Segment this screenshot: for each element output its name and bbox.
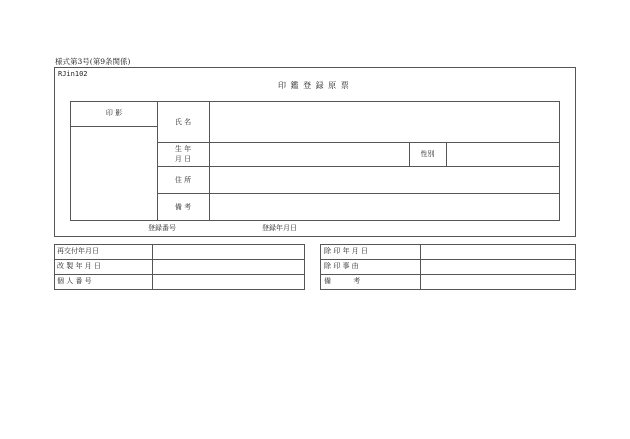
form-style-label: 様式第3号(第9条関係)	[55, 57, 131, 66]
seal-impression-label: 印 影	[105, 109, 123, 117]
personal-number-label: 個 人 番 号	[57, 277, 92, 285]
revision-date-field[interactable]	[153, 260, 304, 274]
dob-label-line1: 生 年	[174, 145, 192, 153]
remarks-label: 備 考	[174, 203, 192, 211]
name-label: 氏 名	[174, 118, 192, 126]
deregistration-remarks-field[interactable]	[421, 275, 575, 289]
form-title: 印 鑑 登 録 原 票	[278, 81, 350, 90]
registration-date-label: 登録年月日	[262, 224, 297, 232]
address-field[interactable]	[210, 167, 559, 193]
deregistration-reason-field[interactable]	[421, 260, 575, 274]
deregistration-remarks-label: 備 考	[324, 277, 361, 285]
registration-number-label: 登録番号	[148, 224, 176, 232]
reissue-date-label: 再交付年月日	[57, 247, 99, 255]
deregistration-reason-label: 除 印 事 由	[324, 262, 359, 270]
name-field[interactable]	[210, 102, 559, 142]
revision-date-label: 改 製 年 月 日	[57, 262, 101, 270]
address-label: 住 所	[174, 176, 192, 184]
deregistration-date-field[interactable]	[421, 245, 575, 259]
deregistration-date-label: 除 印 年 月 日	[324, 247, 368, 255]
reissue-date-field[interactable]	[153, 245, 304, 259]
gender-label: 性別	[420, 150, 435, 158]
form-code: RJin102	[58, 70, 88, 78]
gender-field[interactable]	[447, 143, 559, 166]
dob-label-line2: 月 日	[174, 155, 192, 163]
personal-number-field[interactable]	[153, 275, 304, 289]
dob-field[interactable]	[210, 143, 409, 166]
remarks-field[interactable]	[210, 194, 559, 220]
